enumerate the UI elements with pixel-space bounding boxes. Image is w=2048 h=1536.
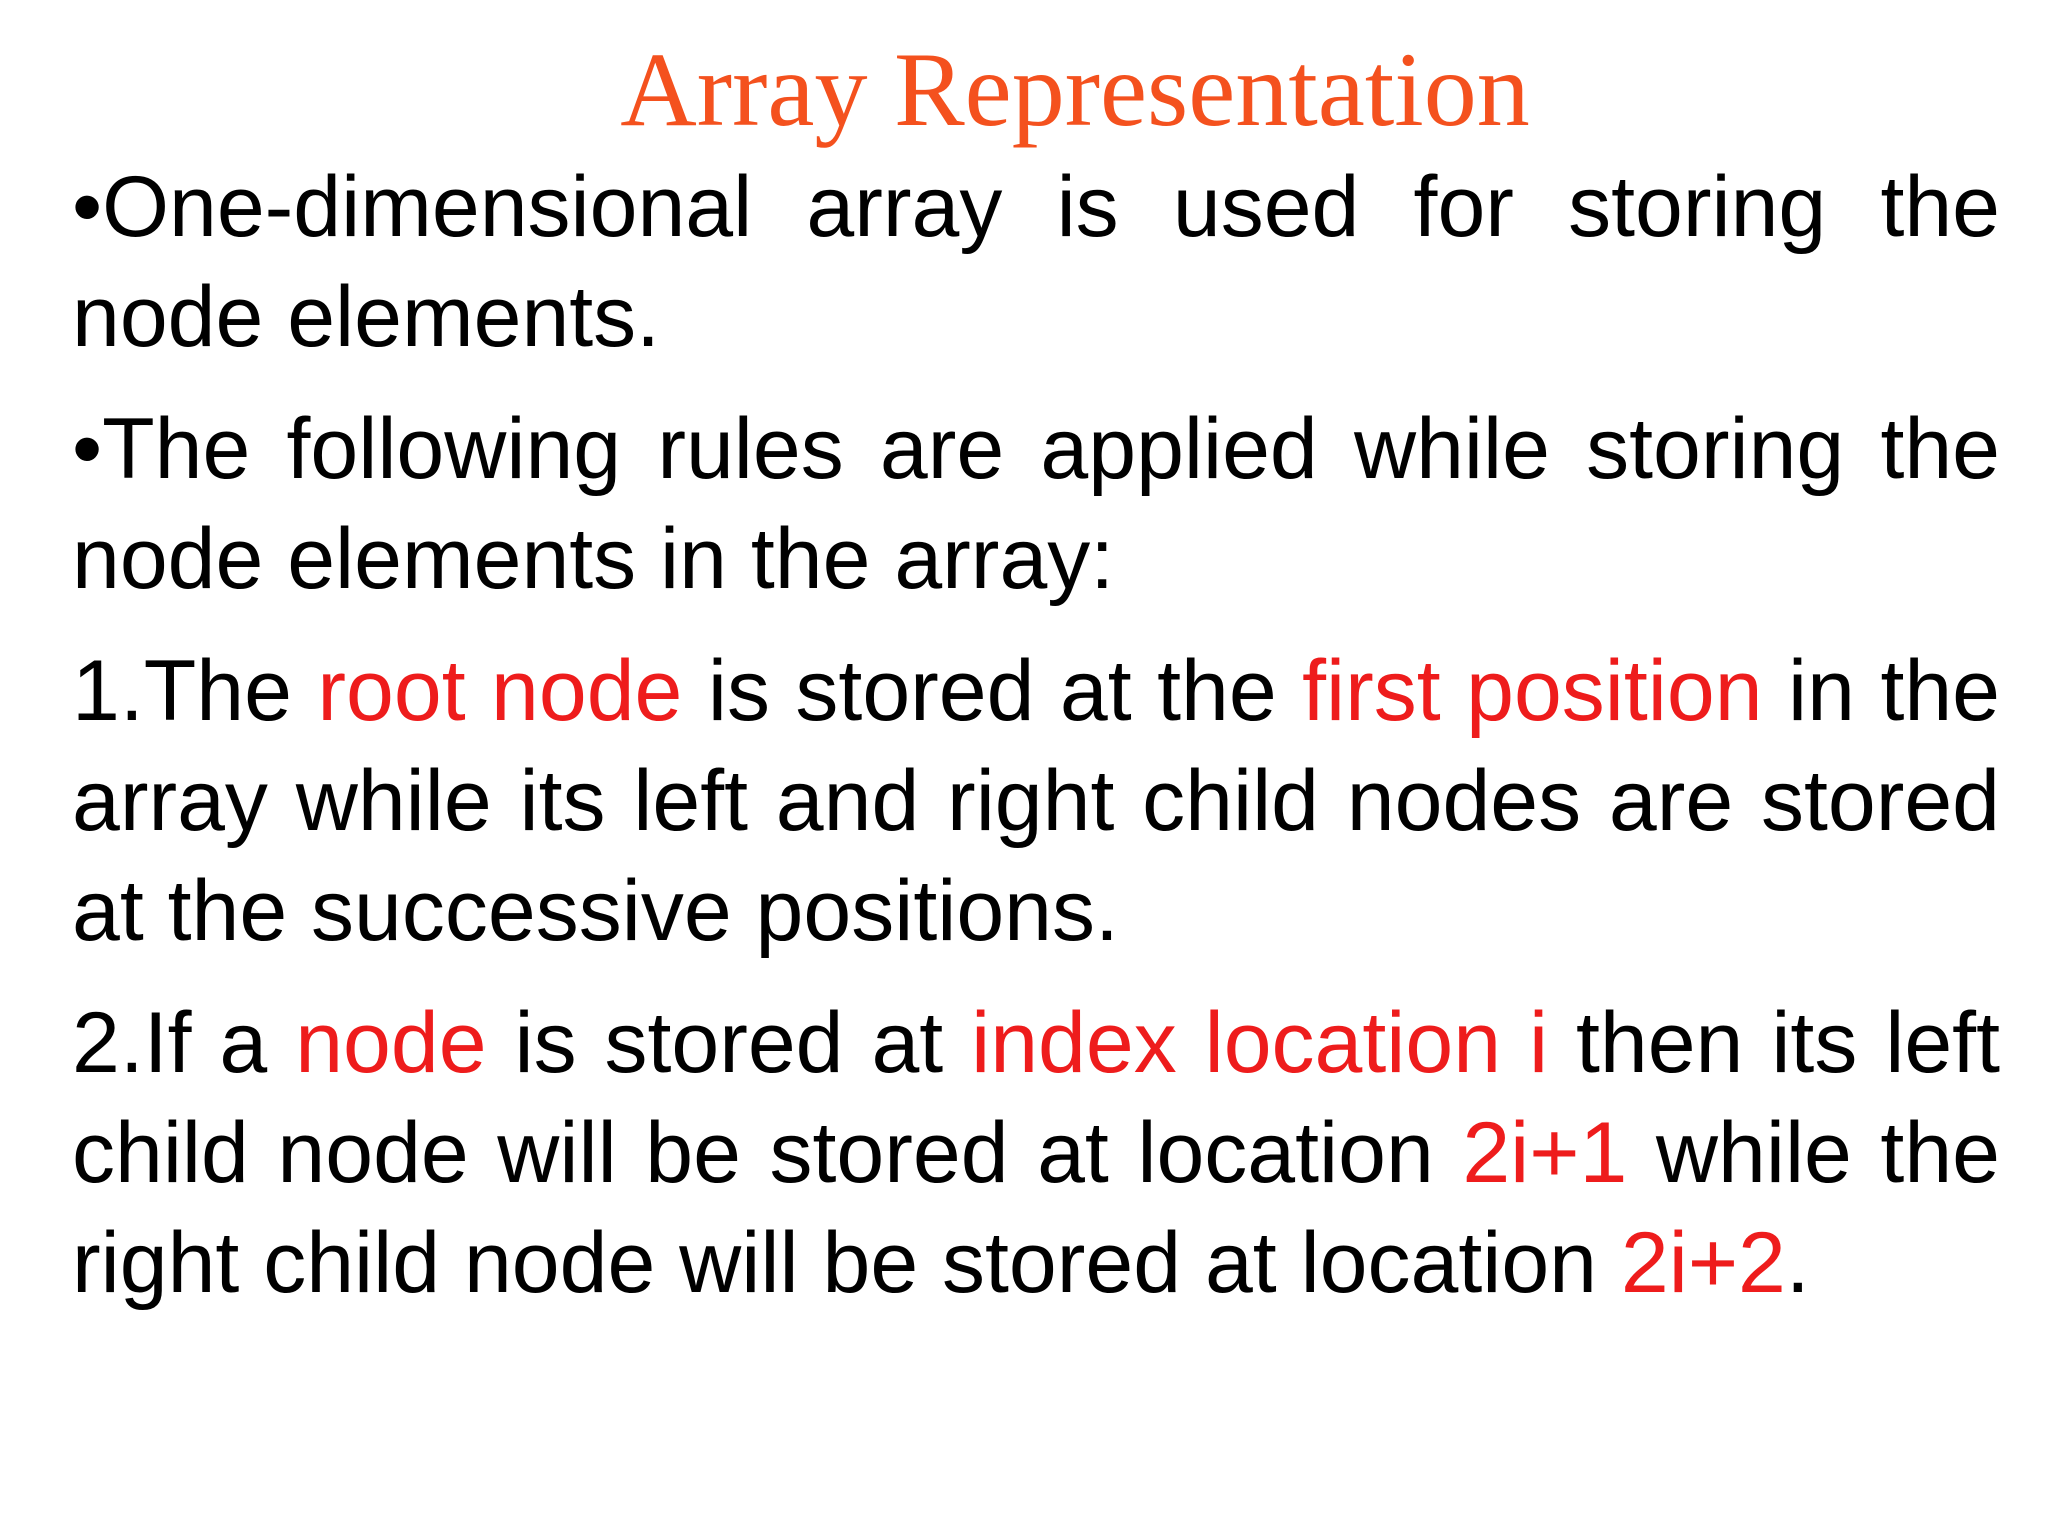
rule-2-prefix: 2.If a — [72, 995, 296, 1091]
rule-2-mid-3: while the right child node will be stored at location — [72, 1105, 2000, 1311]
highlight-right-formula: 2i+2 — [1620, 1215, 1786, 1311]
rule-1-prefix: 1.The — [72, 643, 318, 739]
highlight-index-location: index location i — [971, 995, 1549, 1091]
bullet-point-2 — [72, 394, 2000, 614]
slide-body — [72, 152, 2000, 1340]
rule-1 — [72, 636, 2000, 966]
rule-2 — [72, 988, 2000, 1318]
bullet-2-text: •The following rules are applied while storing the node elements in the array: — [72, 401, 2000, 607]
rule-1-suffix: in the array while its left and right child nodes are stored at the successive positions. — [72, 643, 2001, 959]
rule-1-mid: is stored at the — [682, 643, 1303, 739]
slide-title: Array Representation — [620, 31, 1530, 148]
highlight-left-formula: 2i+1 — [1462, 1105, 1628, 1201]
highlight-node: node — [295, 995, 487, 1091]
rule-2-suffix: . — [1785, 1215, 1810, 1311]
bullet-point-1 — [72, 152, 2000, 372]
rule-2-mid-1: is stored at — [486, 995, 972, 1091]
highlight-root-node: root node — [317, 643, 683, 739]
highlight-first-position: first position — [1302, 643, 1763, 739]
bullet-1-text: •One-dimensional array is used for storing the node elements. — [72, 159, 2000, 365]
rule-2-mid-2: then its left child node will be stored at location — [72, 995, 2000, 1201]
